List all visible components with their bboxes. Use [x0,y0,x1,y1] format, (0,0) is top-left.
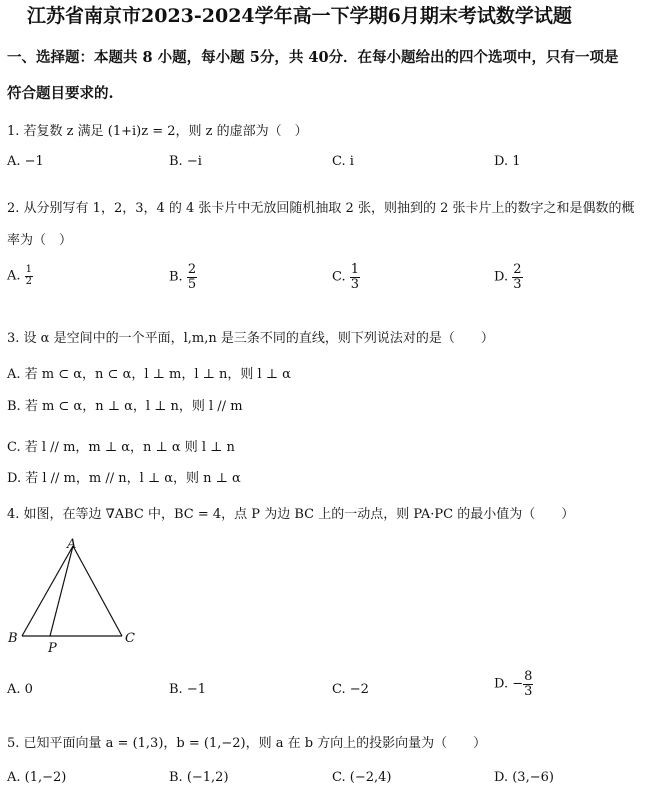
q2-option-b-numerator: 2 [187,262,197,277]
triangle-side-ab [22,546,73,636]
q2-option-a-denominator: 2 [25,275,33,287]
q1-option-a: A. −1 [7,154,44,169]
question-1-stem: 1. 若复数 z 满足 (1+i)z = 2，则 z 的虚部为（ ） [7,124,308,139]
q2-option-d-fraction [512,263,522,291]
q2-option-a-numerator: 1 [25,264,33,275]
q2-option-b [169,263,197,291]
triangle-side-ac [73,546,122,636]
q4-option-d-numerator: 8 [524,669,533,684]
q2-option-d [494,263,523,291]
q2-option-a [7,265,33,287]
q2-option-c-label: C. [332,269,346,285]
q5-option-c: C. (−2,4) [332,770,392,785]
q5-option-a: A. (1,−2) [7,770,67,785]
question-2-stem-line2: 率为（ ） [7,233,73,248]
q1-option-d: D. 1 [494,154,521,169]
q2-option-c [332,263,360,291]
q4-option-d [494,670,533,698]
equilateral-triangle-figure [0,532,150,657]
page-title: 江苏省南京市2023-2024学年高一下学期6月期末考试数学试题 [27,5,572,27]
q4-option-d-label: D. [494,676,509,692]
q2-option-d-denominator: 3 [513,276,522,292]
q3-option-a: A. 若 m ⊂ α，n ⊂ α，l ⊥ m，l ⊥ n，则 l ⊥ α [7,367,291,382]
question-3-stem: 3. 设 α 是空间中的一个平面，l,m,n 是三条不同的直线，则下列说法对的是（ ） [7,331,494,346]
q4-option-b: B. −1 [169,682,206,697]
q2-option-d-numerator: 2 [513,262,522,277]
q2-option-b-fraction [187,263,197,291]
question-5-stem: 5. 已知平面向量 a = (1,3)，b = (1,−2)，则 a 在 b 方向上的投影向量为（ ） [7,736,487,751]
q2-option-b-denominator: 5 [187,276,197,292]
question-4-stem: 4. 如图，在等边 ∇ABC 中，BC = 4，点 P 为边 BC 上的一动点，则 PA·PC 的最小值为（ ） [7,507,575,522]
q4-option-d-sign: − [512,676,524,692]
question-2-stem-line1: 2. 从分别写有 1，2，3，4 的 4 张卡片中无放回随机抽取 2 张，则抽到的 2 张卡片上的数字之和是偶数的概 [7,201,635,216]
q3-option-c: C. 若 l // m，m ⊥ α，n ⊥ α 则 l ⊥ n [7,440,235,455]
q4-option-d-fraction [523,670,533,698]
section-heading-line1: 一、选择题：本题共 8 小题，每小题 5分，共 40分．在每小题给出的四个选项中，只有一项是 [7,49,619,66]
q2-option-a-label: A. [7,268,21,284]
q4-option-d-denominator: 3 [524,683,533,699]
q2-option-d-label: D. [494,269,509,285]
vertex-label-a: A [67,537,77,552]
section-heading-line2: 符合题目要求的. [7,85,114,102]
point-label-p: P [48,641,57,656]
q2-option-c-numerator: 1 [350,262,360,277]
q1-option-b: B. −i [169,154,202,169]
q3-option-d: D. 若 l // m，m // n，l ⊥ α，则 n ⊥ α [7,471,241,486]
q5-option-b: B. (−1,2) [169,770,229,785]
q2-option-c-denominator: 3 [350,276,360,292]
q2-option-a-fraction [25,265,33,287]
vertex-label-b: B [8,631,18,646]
q4-option-c: C. −2 [332,682,369,697]
q1-option-c: C. i [332,154,354,169]
q3-option-b: B. 若 m ⊂ α，n ⊥ α，l ⊥ n，则 l // m [7,399,243,414]
q4-option-a: A. 0 [7,682,33,697]
q5-option-d: D. (3,−6) [494,770,554,785]
vertex-label-c: C [125,631,135,646]
segment-pa [50,546,73,636]
q2-option-c-fraction [350,263,360,291]
q2-option-b-label: B. [169,269,183,285]
